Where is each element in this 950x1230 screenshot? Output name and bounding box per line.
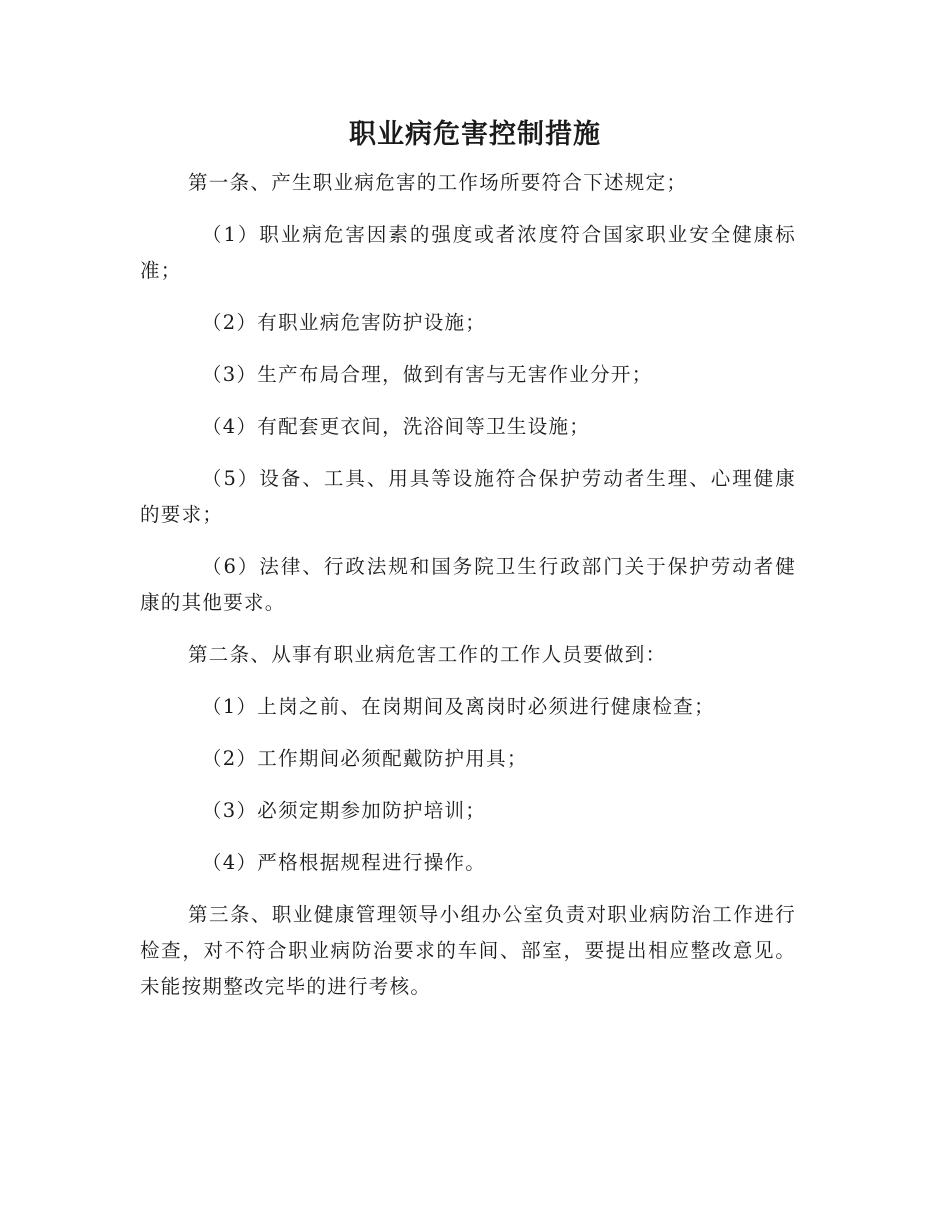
article-paragraph: 第一条、产生职业病危害的工作场所要符合下述规定； (188, 171, 688, 194)
list-item: （4）严格根据规程进行操作。 (202, 851, 487, 874)
list-item: （5）设备、工具、用具等设施符合保护劳动者生理、心理健康的要求； (140, 467, 796, 526)
list-item: （3）生产布局合理，做到有害与无害作业分开； (202, 363, 653, 386)
article-paragraph: 第二条、从事有职业病危害工作的工作人员要做到： (188, 643, 667, 666)
list-item: （1）上岗之前、在岗期间及离岗时必须进行健康检查； (202, 695, 715, 718)
list-item: （2）有职业病危害防护设施； (202, 311, 487, 334)
list-item: （4）有配套更衣间，洗浴间等卫生设施； (202, 415, 591, 438)
document-title: 职业病危害控制措施 (349, 119, 601, 150)
list-item: （3）必须定期参加防护培训； (202, 799, 487, 822)
document-body (140, 165, 796, 1021)
list-item: （6）法律、行政法规和国务院卫生行政部门关于保护劳动者健康的其他要求。 (140, 555, 796, 614)
article-paragraph: 第三条、职业健康管理领导小组办公室负责对职业病防治工作进行检查，对不符合职业病防治要求的车间、部室，要提出相应整改意见。未能按期整改完毕的进行考核。 (140, 903, 796, 998)
list-item: （1）职业病危害因素的强度或者浓度符合国家职业安全健康标准； (140, 223, 796, 282)
list-item: （2）工作期间必须配戴防护用具； (202, 747, 528, 770)
